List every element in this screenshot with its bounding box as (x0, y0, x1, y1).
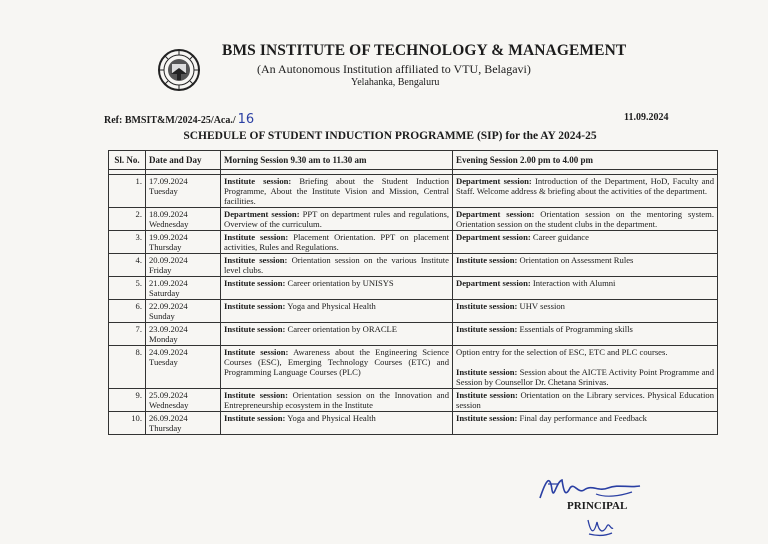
morning-session-label: Institute session: (224, 390, 288, 400)
cell-sl-no: 6. (109, 300, 146, 323)
evening-session-label: Institute session: (456, 301, 518, 311)
cell-morning-session (221, 323, 453, 346)
evening-session-text: Essentials of Programming skills (517, 324, 633, 334)
cell-morning-session (221, 208, 453, 231)
cell-day-value: Tuesday (149, 186, 178, 196)
cell-date-value: 23.09.2024 (149, 324, 188, 334)
cell-sl-no: 9. (109, 389, 146, 412)
cell-sl-no: 10. (109, 412, 146, 435)
cell-sl-no: 2. (109, 208, 146, 231)
cell-evening-session (453, 277, 718, 300)
morning-session-text: Career orientation by UNISYS (285, 278, 394, 288)
table-row (109, 277, 718, 300)
cell-date (146, 412, 221, 435)
cell-evening-session (453, 175, 718, 208)
evening-session-label: Institute session: (456, 324, 518, 334)
column-header-evening: Evening Session 2.00 pm to 4.00 pm (453, 151, 718, 170)
table-row (109, 300, 718, 323)
evening-session-text: Interaction with Alumni (530, 278, 616, 288)
morning-session-label: Department session: (224, 209, 300, 219)
cell-date-value: 19.09.2024 (149, 232, 188, 242)
cell-day-value: Thursday (149, 423, 182, 433)
cell-evening-session (453, 412, 718, 435)
cell-date-value: 20.09.2024 (149, 255, 188, 265)
morning-session-label: Institute session: (224, 176, 292, 186)
cell-date-value: 26.09.2024 (149, 413, 188, 423)
table-row (109, 175, 718, 208)
institute-logo-icon (157, 48, 201, 92)
cell-day-value: Tuesday (149, 357, 178, 367)
cell-date-value: 22.09.2024 (149, 301, 188, 311)
cell-date-value: 21.09.2024 (149, 278, 188, 288)
cell-date (146, 254, 221, 277)
cell-morning-session (221, 389, 453, 412)
evening-session-label: Department session: (456, 209, 535, 219)
morning-session-label: Institute session: (224, 413, 286, 423)
morning-session-text: PPT on department rules and regulations, Overview of the curriculum. (224, 209, 449, 229)
cell-day-value: Wednesday (149, 400, 189, 410)
institute-affiliation: (An Autonomous Institution affiliated to VTU, Belagavi) (257, 62, 531, 76)
table-row (109, 412, 718, 435)
reference-number (104, 112, 254, 127)
evening-session-text: Orientation on Assessment Rules (517, 255, 634, 265)
evening-session-text: Introduction of the Department, HoD, Faculty and Staff. Welcome address & briefing about the activities of the department. (456, 176, 715, 196)
cell-sl-no: 3. (109, 231, 146, 254)
morning-session-label: Institute session: (224, 232, 289, 242)
morning-session-label: Institute session: (224, 301, 286, 311)
morning-session-text: Yoga and Physical Health (285, 301, 376, 311)
cell-evening-session (453, 231, 718, 254)
cell-date-value: 24.09.2024 (149, 347, 188, 357)
evening-session-label: Institute session: (456, 255, 518, 265)
morning-session-text: Yoga and Physical Health (285, 413, 376, 423)
table-header-row (109, 151, 718, 170)
cell-sl-no: 5. (109, 277, 146, 300)
cell-date-value: 17.09.2024 (149, 176, 188, 186)
reference-label: Ref: BMSIT&M/2024-25/Aca./ (104, 115, 236, 126)
cell-date (146, 389, 221, 412)
column-header-sl-no: Sl. No. (109, 151, 146, 170)
morning-session-text: Orientation session on the Innovation and Entrepreneurship ecosystem in the Institute (224, 390, 449, 410)
table-row (109, 254, 718, 277)
cell-morning-session (221, 412, 453, 435)
morning-session-label: Institute session: (224, 278, 286, 288)
column-header-date: Date and Day (146, 151, 221, 170)
cell-day-value: Sunday (149, 311, 175, 321)
cell-sl-no: 8. (109, 346, 146, 389)
morning-session-label: Institute session: (224, 347, 289, 357)
cell-evening-session (453, 389, 718, 412)
morning-session-label: Institute session: (224, 255, 288, 265)
document-date: 11.09.2024 (624, 112, 669, 123)
evening-session-label: Institute session: (456, 367, 518, 377)
signatory-title: PRINCIPAL (567, 500, 628, 512)
institute-location: Yelahanka, Bengaluru (351, 77, 440, 88)
table-row (109, 323, 718, 346)
cell-date (146, 208, 221, 231)
morning-session-text: Awareness about the Engineering Science Courses (ESC), Emerging Technology Courses (ETC) and Programming Language Courses (PLC) (224, 347, 450, 377)
evening-session-text: Final day performance and Feedback (517, 413, 647, 423)
cell-date (146, 346, 221, 389)
cell-sl-no: 4. (109, 254, 146, 277)
cell-evening-session (453, 208, 718, 231)
table-row (109, 208, 718, 231)
evening-session-label: Institute session: (456, 413, 518, 423)
cell-morning-session (221, 277, 453, 300)
reference-handwritten-number: 16 (237, 112, 255, 127)
cell-day-value: Friday (149, 265, 172, 275)
morning-session-text: Orientation session on the various Institute level clubs. (224, 255, 449, 275)
cell-date-value: 25.09.2024 (149, 390, 188, 400)
cell-day-value: Wednesday (149, 219, 189, 229)
cell-day-value: Monday (149, 334, 178, 344)
evening-session-label: Department session: (456, 278, 531, 288)
cell-date (146, 231, 221, 254)
schedule-table (108, 150, 718, 435)
cell-day-value: Thursday (149, 242, 182, 252)
cell-evening-session (453, 323, 718, 346)
evening-plain-text: Option entry for the selection of ESC, ETC and PLC courses. (456, 347, 668, 357)
cell-morning-session (221, 254, 453, 277)
cell-morning-session (221, 175, 453, 208)
institute-name: BMS INSTITUTE OF TECHNOLOGY & MANAGEMENT (222, 42, 627, 59)
schedule-heading: SCHEDULE OF STUDENT INDUCTION PROGRAMME (SIP) for the AY 2024-25 (183, 130, 597, 142)
cell-day-value: Saturday (149, 288, 180, 298)
cell-sl-no: 7. (109, 323, 146, 346)
morning-session-label: Institute session: (224, 324, 286, 334)
cell-date (146, 175, 221, 208)
principal-initials (585, 514, 615, 538)
cell-morning-session (221, 231, 453, 254)
cell-date (146, 277, 221, 300)
cell-evening-session (453, 254, 718, 277)
cell-morning-session (221, 300, 453, 323)
morning-session-text: Career orientation by ORACLE (285, 324, 398, 334)
evening-session-text: Orientation on the Library services. Physical Education session (456, 390, 715, 410)
morning-session-text: Briefing about the Student Induction Programme, About the Institute Vision and Mission, Central facilities. (224, 176, 450, 206)
evening-session-label: Institute session: (456, 390, 518, 400)
cell-date (146, 300, 221, 323)
cell-morning-session (221, 346, 453, 389)
morning-session-text: Placement Orientation. PPT on placement activities, Rules and Regulations. (224, 232, 449, 252)
table-row (109, 346, 718, 389)
cell-sl-no: 1. (109, 175, 146, 208)
evening-session-label: Department session: (456, 232, 531, 242)
evening-session-text: Career guidance (530, 232, 589, 242)
table-row (109, 389, 718, 412)
cell-evening-session (453, 346, 718, 389)
evening-session-label: Department session: (456, 176, 532, 186)
column-header-morning: Morning Session 9.30 am to 11.30 am (221, 151, 453, 170)
table-row (109, 231, 718, 254)
cell-evening-session (453, 300, 718, 323)
evening-session-text: UHV session (517, 301, 565, 311)
cell-date-value: 18.09.2024 (149, 209, 188, 219)
evening-session-text: Orientation session on the mentoring system. Orientation session on the student clubs in the department. (456, 209, 714, 229)
evening-session-text: Session about the AICTE Activity Point Programme and Session by Counsellor Dr. Chetana Srinivas. (456, 367, 714, 387)
cell-date (146, 323, 221, 346)
